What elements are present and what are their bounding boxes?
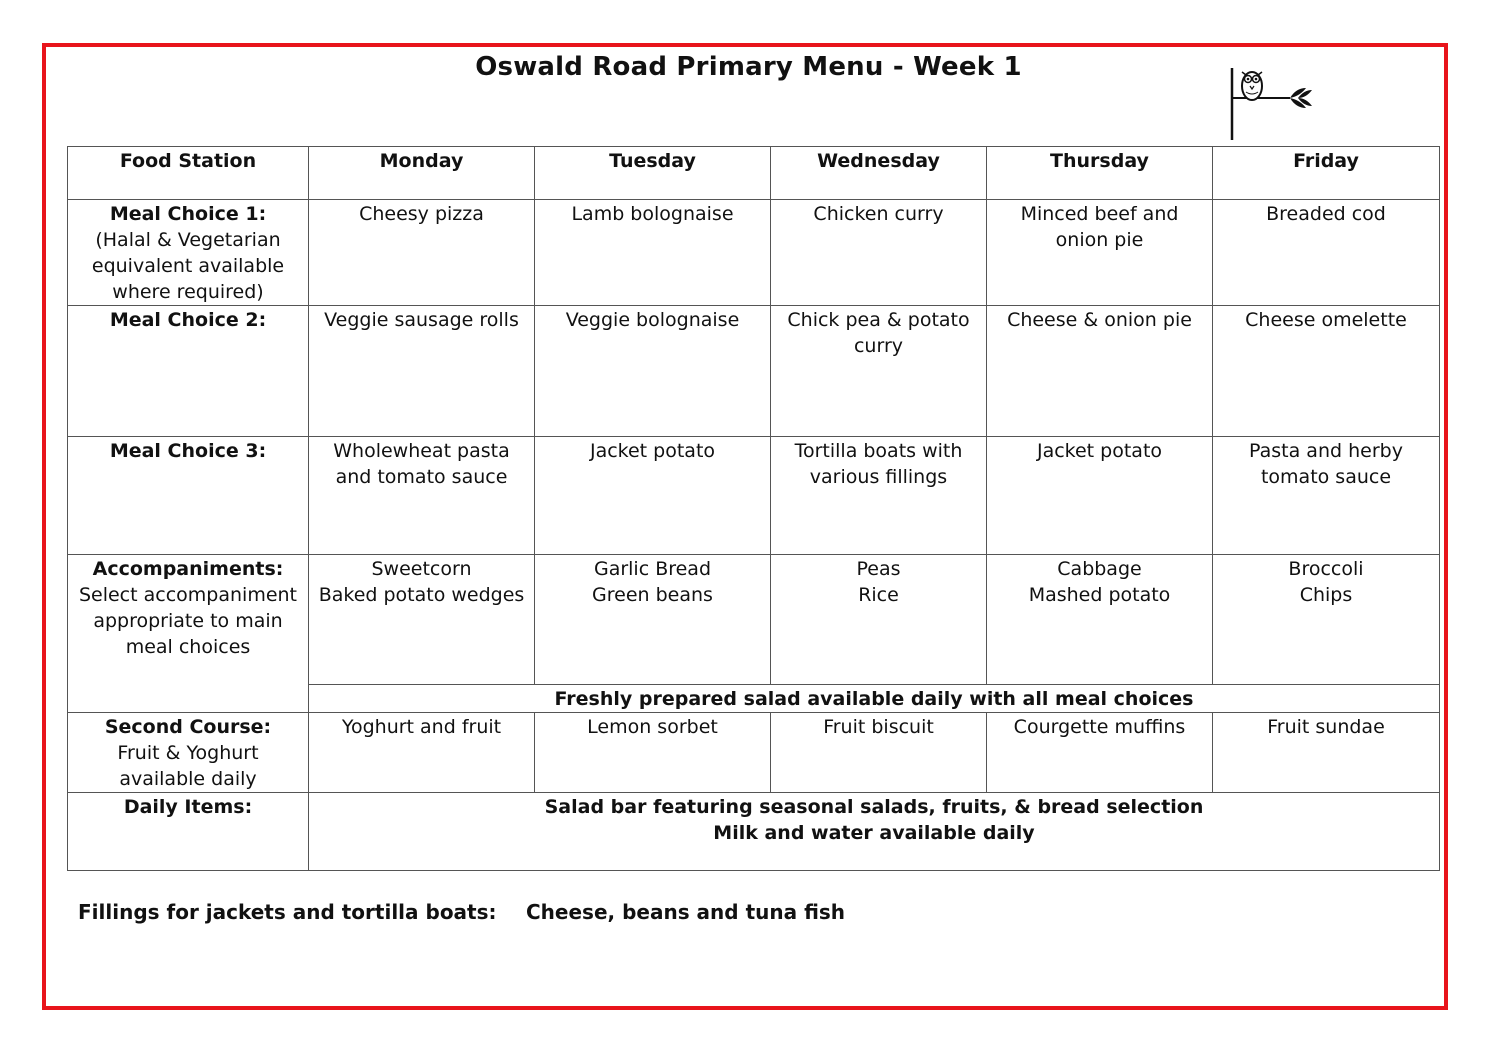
header-monday: Monday <box>309 147 535 200</box>
header-thursday: Thursday <box>987 147 1213 200</box>
page-title: Oswald Road Primary Menu - Week 1 <box>475 52 1022 82</box>
meal-choice-1-monday: Cheesy pizza <box>309 200 535 306</box>
accompaniment-item: Garlic Bread <box>593 558 712 580</box>
accompaniment-item: Cabbage <box>1057 558 1142 580</box>
meal-choice-2-thursday: Cheese & onion pie <box>987 306 1213 437</box>
meal-choice-1-thursday: Minced beef and onion pie <box>987 200 1213 306</box>
meal-choice-3-tuesday: Jacket potato <box>535 437 771 555</box>
meal-choice-1-row <box>68 200 1440 306</box>
accompaniments-row <box>68 555 1440 685</box>
meal-choice-3-thursday: Jacket potato <box>987 437 1213 555</box>
header-food-station: Food Station <box>68 147 309 200</box>
accompaniment-item: Sweetcorn <box>371 558 472 580</box>
second-course-monday: Yoghurt and fruit <box>309 713 535 793</box>
accompaniments-monday <box>309 555 535 685</box>
second-course-thursday: Courgette muffins <box>987 713 1213 793</box>
meal-choice-2-label: Meal Choice 2: <box>68 306 309 437</box>
meal-choice-1-wednesday: Chicken curry <box>771 200 987 306</box>
accompaniments-friday <box>1213 555 1440 685</box>
menu-table <box>67 146 1440 871</box>
accompaniment-item: Broccoli <box>1288 558 1364 580</box>
fillings-value: Cheese, beans and tuna fish <box>526 900 846 924</box>
accompaniments-station <box>68 555 309 713</box>
second-course-row <box>68 713 1440 793</box>
accompaniments-note: Select accompaniment appropriate to main meal choices <box>78 584 298 658</box>
header-row <box>68 147 1440 200</box>
accompaniments-wednesday <box>771 555 987 685</box>
second-course-tuesday: Lemon sorbet <box>535 713 771 793</box>
meal-choice-1-label: Meal Choice 1: <box>109 203 267 225</box>
accompaniments-thursday <box>987 555 1213 685</box>
accompaniment-item: Baked potato wedges <box>318 584 525 606</box>
second-course-friday: Fruit sundae <box>1213 713 1440 793</box>
meal-choice-2-row <box>68 306 1440 437</box>
meal-choice-2-friday: Cheese omelette <box>1213 306 1440 437</box>
meal-choice-3-row <box>68 437 1440 555</box>
accompaniment-item: Rice <box>858 584 899 606</box>
daily-items-content <box>309 793 1440 871</box>
meal-choice-2-monday: Veggie sausage rolls <box>309 306 535 437</box>
meal-choice-2-wednesday: Chick pea & potato curry <box>771 306 987 437</box>
header-friday: Friday <box>1213 147 1440 200</box>
daily-item-line: Salad bar featuring seasonal salads, fruits, & bread selection <box>544 796 1204 818</box>
daily-items-label: Daily Items: <box>68 793 309 871</box>
accompaniments-tuesday <box>535 555 771 685</box>
meal-choice-1-friday: Breaded cod <box>1213 200 1440 306</box>
header-wednesday: Wednesday <box>771 147 987 200</box>
second-course-station <box>68 713 309 793</box>
accompaniment-item: Peas <box>856 558 901 580</box>
fillings-label: Fillings for jackets and tortilla boats: <box>78 900 497 924</box>
meal-choice-3-monday: Wholewheat pasta and tomato sauce <box>309 437 535 555</box>
meal-choice-3-wednesday: Tortilla boats with various fillings <box>771 437 987 555</box>
meal-choice-1-tuesday: Lamb bolognaise <box>535 200 771 306</box>
daily-item-line: Milk and water available daily <box>713 822 1035 844</box>
salad-note: Freshly prepared salad available daily with all meal choices <box>309 685 1440 713</box>
daily-items-row <box>68 793 1440 871</box>
second-course-note: Fruit & Yoghurt available daily <box>117 742 259 790</box>
meal-choice-1-note: (Halal & Vegetarian equivalent available where required) <box>91 229 285 303</box>
accompaniment-item: Chips <box>1299 584 1353 606</box>
owl-on-branch-icon <box>1228 66 1318 142</box>
meal-choice-3-label: Meal Choice 3: <box>68 437 309 555</box>
accompaniment-item: Mashed potato <box>1028 584 1171 606</box>
meal-choice-1-station <box>68 200 309 306</box>
accompaniments-label: Accompaniments: <box>92 558 284 580</box>
second-course-label: Second Course: <box>104 716 272 738</box>
header-tuesday: Tuesday <box>535 147 771 200</box>
accompaniment-item: Green beans <box>592 584 713 606</box>
meal-choice-2-tuesday: Veggie bolognaise <box>535 306 771 437</box>
meal-choice-3-friday: Pasta and herby tomato sauce <box>1213 437 1440 555</box>
second-course-wednesday: Fruit biscuit <box>771 713 987 793</box>
